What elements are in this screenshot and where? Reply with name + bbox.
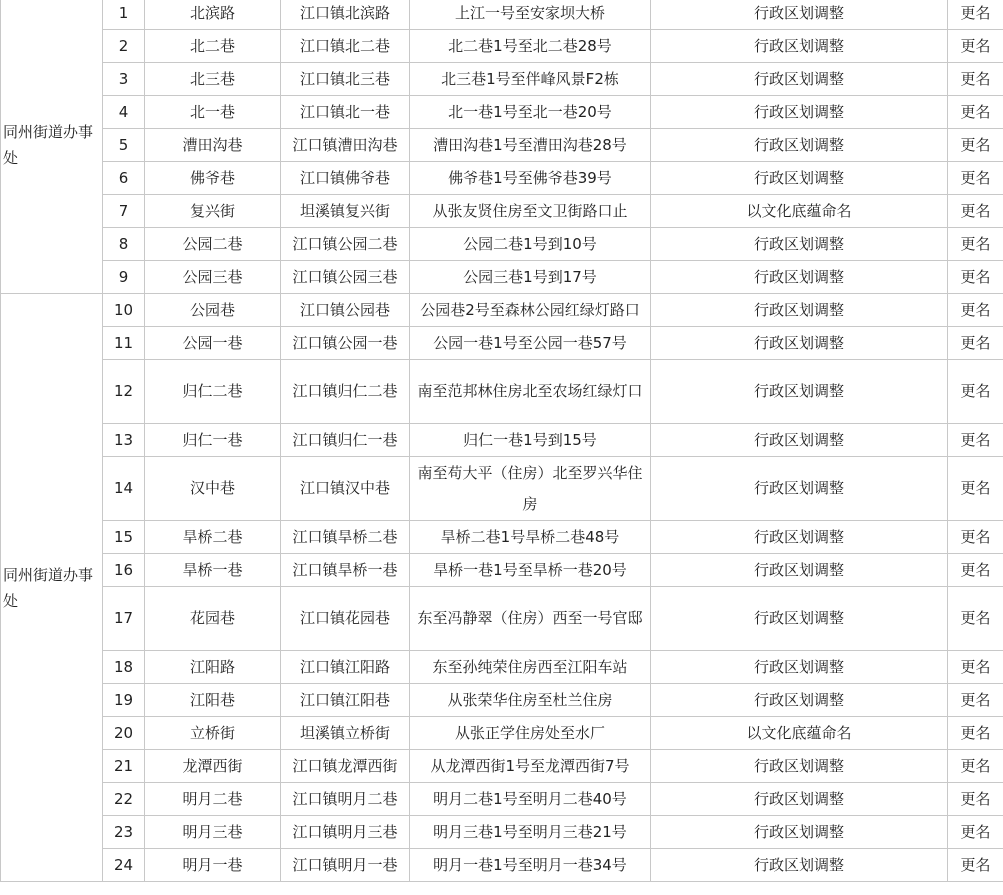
row-number-cell: 1: [103, 0, 145, 30]
row-number-cell: 6: [103, 162, 145, 195]
row-number-cell: 22: [103, 783, 145, 816]
range-cell: 明月三巷1号至明月三巷21号: [410, 816, 651, 849]
former-name-cell: 江口镇归仁二巷: [281, 360, 410, 424]
district-office-cell: 同州街道办事处: [1, 0, 103, 294]
table-row: [1, 717, 1003, 750]
former-name-cell: 江口镇北三巷: [281, 63, 410, 96]
change-type-cell: 更名: [948, 0, 1003, 30]
change-type-cell: 更名: [948, 162, 1003, 195]
range-cell: 东至孙纯荣住房西至江阳车站: [410, 651, 651, 684]
range-cell: 旱桥一巷1号至旱桥一巷20号: [410, 554, 651, 587]
table-row: [1, 521, 1003, 554]
former-name-cell: 江口镇归仁一巷: [281, 424, 410, 457]
row-number-cell: 13: [103, 424, 145, 457]
range-cell: 东至冯静翠（住房）西至一号官邸: [410, 587, 651, 651]
row-number-cell: 17: [103, 587, 145, 651]
range-cell: 从龙潭西街1号至龙潭西街7号: [410, 750, 651, 783]
row-number-cell: 4: [103, 96, 145, 129]
range-cell: 北二巷1号至北二巷28号: [410, 30, 651, 63]
road-name-cell: 明月二巷: [145, 783, 281, 816]
former-name-cell: 坦溪镇立桥街: [281, 717, 410, 750]
former-name-cell: 江口镇公园三巷: [281, 261, 410, 294]
change-type-cell: 更名: [948, 684, 1003, 717]
table-row: [1, 294, 1003, 327]
former-name-cell: 江口镇江阳巷: [281, 684, 410, 717]
row-number-cell: 11: [103, 327, 145, 360]
table-row: [1, 63, 1003, 96]
range-cell: 归仁一巷1号到15号: [410, 424, 651, 457]
former-name-cell: 江口镇汉中巷: [281, 457, 410, 521]
reason-cell: 以文化底蕴命名: [651, 195, 948, 228]
former-name-cell: 江口镇公园巷: [281, 294, 410, 327]
road-name-cell: 归仁二巷: [145, 360, 281, 424]
road-name-cell: 明月一巷: [145, 849, 281, 882]
row-number-cell: 14: [103, 457, 145, 521]
table-row: [1, 554, 1003, 587]
former-name-cell: 江口镇佛爷巷: [281, 162, 410, 195]
road-name-cell: 旱桥一巷: [145, 554, 281, 587]
row-number-cell: 24: [103, 849, 145, 882]
change-type-cell: 更名: [948, 294, 1003, 327]
change-type-cell: 更名: [948, 849, 1003, 882]
change-type-cell: 更名: [948, 750, 1003, 783]
table-row: [1, 424, 1003, 457]
road-name-cell: 汉中巷: [145, 457, 281, 521]
range-cell: 漕田沟巷1号至漕田沟巷28号: [410, 129, 651, 162]
change-type-cell: 更名: [948, 783, 1003, 816]
row-number-cell: 10: [103, 294, 145, 327]
former-name-cell: 江口镇漕田沟巷: [281, 129, 410, 162]
reason-cell: 行政区划调整: [651, 457, 948, 521]
former-name-cell: 江口镇北一巷: [281, 96, 410, 129]
range-cell: 北三巷1号至伴峰风景F2栋: [410, 63, 651, 96]
reason-cell: 行政区划调整: [651, 783, 948, 816]
row-number-cell: 12: [103, 360, 145, 424]
row-number-cell: 20: [103, 717, 145, 750]
reason-cell: 行政区划调整: [651, 162, 948, 195]
road-name-cell: 江阳路: [145, 651, 281, 684]
reason-cell: 行政区划调整: [651, 30, 948, 63]
reason-cell: 行政区划调整: [651, 684, 948, 717]
road-name-cell: 明月三巷: [145, 816, 281, 849]
change-type-cell: 更名: [948, 554, 1003, 587]
road-name-cell: 公园一巷: [145, 327, 281, 360]
table-row: [1, 457, 1003, 521]
road-name-cell: 北二巷: [145, 30, 281, 63]
table-row: [1, 360, 1003, 424]
road-name-cell: 归仁一巷: [145, 424, 281, 457]
table-row: [1, 750, 1003, 783]
change-type-cell: 更名: [948, 521, 1003, 554]
reason-cell: 行政区划调整: [651, 424, 948, 457]
row-number-cell: 3: [103, 63, 145, 96]
change-type-cell: 更名: [948, 129, 1003, 162]
range-cell: 从张友贤住房至文卫街路口止: [410, 195, 651, 228]
change-type-cell: 更名: [948, 360, 1003, 424]
reason-cell: 行政区划调整: [651, 96, 948, 129]
road-name-cell: 北三巷: [145, 63, 281, 96]
row-number-cell: 23: [103, 816, 145, 849]
table-row: [1, 816, 1003, 849]
table-row: [1, 228, 1003, 261]
former-name-cell: 江口镇明月一巷: [281, 849, 410, 882]
range-cell: 公园一巷1号至公园一巷57号: [410, 327, 651, 360]
table-row: [1, 651, 1003, 684]
table-row: [1, 783, 1003, 816]
range-cell: 佛爷巷1号至佛爷巷39号: [410, 162, 651, 195]
row-number-cell: 5: [103, 129, 145, 162]
change-type-cell: 更名: [948, 228, 1003, 261]
reason-cell: 行政区划调整: [651, 521, 948, 554]
row-number-cell: 19: [103, 684, 145, 717]
road-name-cell: 公园二巷: [145, 228, 281, 261]
row-number-cell: 18: [103, 651, 145, 684]
road-name-cell: 漕田沟巷: [145, 129, 281, 162]
change-type-cell: 更名: [948, 424, 1003, 457]
range-cell: 明月二巷1号至明月二巷40号: [410, 783, 651, 816]
range-cell: 南至范邦林住房北至农场红绿灯口: [410, 360, 651, 424]
change-type-cell: 更名: [948, 816, 1003, 849]
change-type-cell: 更名: [948, 327, 1003, 360]
range-cell: 从张荣华住房至杜兰住房: [410, 684, 651, 717]
reason-cell: 行政区划调整: [651, 849, 948, 882]
table-row: [1, 195, 1003, 228]
change-type-cell: 更名: [948, 96, 1003, 129]
district-office-cell: 同州街道办事处: [1, 294, 103, 882]
reason-cell: 行政区划调整: [651, 651, 948, 684]
table-row: [1, 327, 1003, 360]
road-name-cell: 龙潭西街: [145, 750, 281, 783]
road-name-cell: 花园巷: [145, 587, 281, 651]
road-name-cell: 佛爷巷: [145, 162, 281, 195]
former-name-cell: 江口镇北二巷: [281, 30, 410, 63]
table-row: [1, 684, 1003, 717]
table-row: [1, 162, 1003, 195]
range-cell: 公园二巷1号到10号: [410, 228, 651, 261]
road-name-cell: 复兴街: [145, 195, 281, 228]
road-name-cell: 旱桥二巷: [145, 521, 281, 554]
reason-cell: 以文化底蕴命名: [651, 717, 948, 750]
table-row: [1, 129, 1003, 162]
former-name-cell: 江口镇明月三巷: [281, 816, 410, 849]
range-cell: 南至苟大平（住房）北至罗兴华住房: [410, 457, 651, 521]
reason-cell: 行政区划调整: [651, 129, 948, 162]
road-name-cell: 公园三巷: [145, 261, 281, 294]
road-name-cell: 北一巷: [145, 96, 281, 129]
row-number-cell: 21: [103, 750, 145, 783]
road-name-cell: 江阳巷: [145, 684, 281, 717]
range-cell: 明月一巷1号至明月一巷34号: [410, 849, 651, 882]
reason-cell: 行政区划调整: [651, 294, 948, 327]
former-name-cell: 江口镇明月二巷: [281, 783, 410, 816]
reason-cell: 行政区划调整: [651, 554, 948, 587]
row-number-cell: 15: [103, 521, 145, 554]
change-type-cell: 更名: [948, 63, 1003, 96]
former-name-cell: 江口镇旱桥一巷: [281, 554, 410, 587]
change-type-cell: 更名: [948, 261, 1003, 294]
range-cell: 从张正学住房处至水厂: [410, 717, 651, 750]
former-name-cell: 江口镇花园巷: [281, 587, 410, 651]
former-name-cell: 江口镇龙潭西街: [281, 750, 410, 783]
table-row: [1, 96, 1003, 129]
reason-cell: 行政区划调整: [651, 587, 948, 651]
range-cell: 公园巷2号至森林公园红绿灯路口: [410, 294, 651, 327]
range-cell: 公园三巷1号到17号: [410, 261, 651, 294]
change-type-cell: 更名: [948, 587, 1003, 651]
reason-cell: 行政区划调整: [651, 327, 948, 360]
reason-cell: 行政区划调整: [651, 816, 948, 849]
table-row: [1, 30, 1003, 63]
table-row: [1, 587, 1003, 651]
table-row: [1, 0, 1003, 30]
row-number-cell: 16: [103, 554, 145, 587]
reason-cell: 行政区划调整: [651, 261, 948, 294]
road-name-cell: 立桥街: [145, 717, 281, 750]
former-name-cell: 江口镇公园二巷: [281, 228, 410, 261]
change-type-cell: 更名: [948, 195, 1003, 228]
reason-cell: 行政区划调整: [651, 0, 948, 30]
former-name-cell: 江口镇公园一巷: [281, 327, 410, 360]
reason-cell: 行政区划调整: [651, 63, 948, 96]
change-type-cell: 更名: [948, 457, 1003, 521]
reason-cell: 行政区划调整: [651, 750, 948, 783]
row-number-cell: 7: [103, 195, 145, 228]
former-name-cell: 江口镇旱桥二巷: [281, 521, 410, 554]
row-number-cell: 9: [103, 261, 145, 294]
table-body: [1, 0, 1003, 882]
table-row: [1, 261, 1003, 294]
road-name-cell: 公园巷: [145, 294, 281, 327]
change-type-cell: 更名: [948, 30, 1003, 63]
range-cell: 上江一号至安家坝大桥: [410, 0, 651, 30]
row-number-cell: 8: [103, 228, 145, 261]
reason-cell: 行政区划调整: [651, 360, 948, 424]
row-number-cell: 2: [103, 30, 145, 63]
table-row: [1, 849, 1003, 882]
reason-cell: 行政区划调整: [651, 228, 948, 261]
change-type-cell: 更名: [948, 651, 1003, 684]
range-cell: 旱桥二巷1号旱桥二巷48号: [410, 521, 651, 554]
range-cell: 北一巷1号至北一巷20号: [410, 96, 651, 129]
former-name-cell: 坦溪镇复兴街: [281, 195, 410, 228]
road-name-cell: 北滨路: [145, 0, 281, 30]
former-name-cell: 江口镇江阳路: [281, 651, 410, 684]
former-name-cell: 江口镇北滨路: [281, 0, 410, 30]
change-type-cell: 更名: [948, 717, 1003, 750]
